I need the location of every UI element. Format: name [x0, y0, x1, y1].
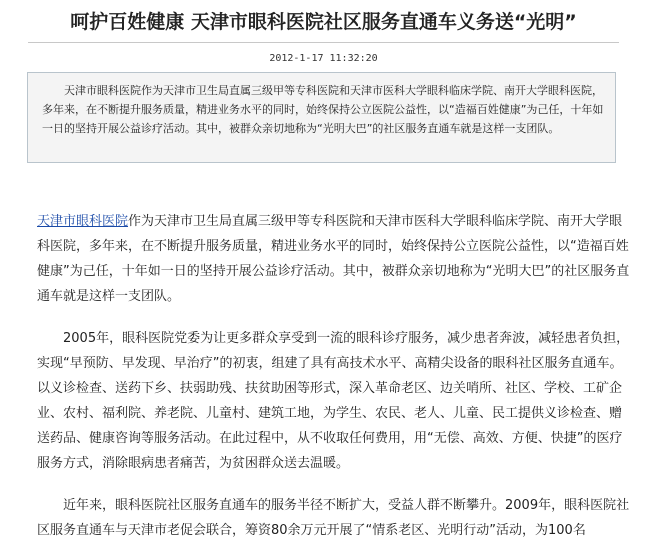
publish-datetime: 2012-1-17 11:32:20: [269, 53, 378, 64]
article-paragraph-1: [37, 209, 631, 309]
article-body: [37, 209, 631, 541]
article-summary-box: 天津市眼科医院作为天津市卫生局直属三级甲等专科医院和天津市医科大学眼科临床学院、南开大学眼科医院，多年来，在不断提升服务质量，精进业务水平的同时，始终保持公立医院公益性，以“造福百姓健康”为己任，十年如一日的坚持开展公益诊疗活动。其中，被群众亲切地称为“光明大巴”的社区服务直通车就是这样一支团队。: [27, 72, 616, 163]
article-paragraph-2: 2005年，眼科医院党委为让更多群众享受到一流的眼科诊疗服务，减少患者奔波，减轻患者负担，实现“早预防、早发现、早治疗”的初衷，组建了具有高技术水平、高精尖设备的眼科社区服务直通车。以义诊检查、送药下乡、扶弱助残、扶贫助困等形式，深入革命老区、边关哨所、社区、学校、工矿企业、农村、福利院、养老院、儿童村、建筑工地，为学生、农民、老人、儿童、民工提供义诊检查、赠送药品、健康咨询等服务活动。在此过程中，从不收取任何费用，用“无偿、高效、方便、快捷”的医疗服务方式，消除眼病患者痛苦，为贫困群众送去温暖。: [37, 331, 630, 471]
article-paragraph-3: 近年来，眼科医院社区服务直通车的服务半径不断扩大，受益人群不断攀升。2009年，眼科医院社区服务直通车与天津市老促会联合，筹资80余万元开展了“情系老区、光明行动”活动，为100名: [37, 498, 630, 538]
hospital-link[interactable]: 天津市眼科医院: [37, 214, 129, 229]
title-divider: [28, 42, 619, 43]
paragraph-1-text: 作为天津市卫生局直属三级甲等专科医院和天津市医科大学眼科临床学院、南开大学眼科医院，多年来，在不断提升服务质量，精进业务水平的同时，始终保持公立医院公益性，以“造福百姓健康”为己任，十年如一日的坚持开展公益诊疗活动。其中，被群众亲切地称为“光明大巴”的社区服务直通车就是这样一支团队。: [37, 214, 630, 304]
article-title: 呵护百姓健康 天津市眼科医院社区服务直通车义务送“光明”: [70, 11, 577, 33]
